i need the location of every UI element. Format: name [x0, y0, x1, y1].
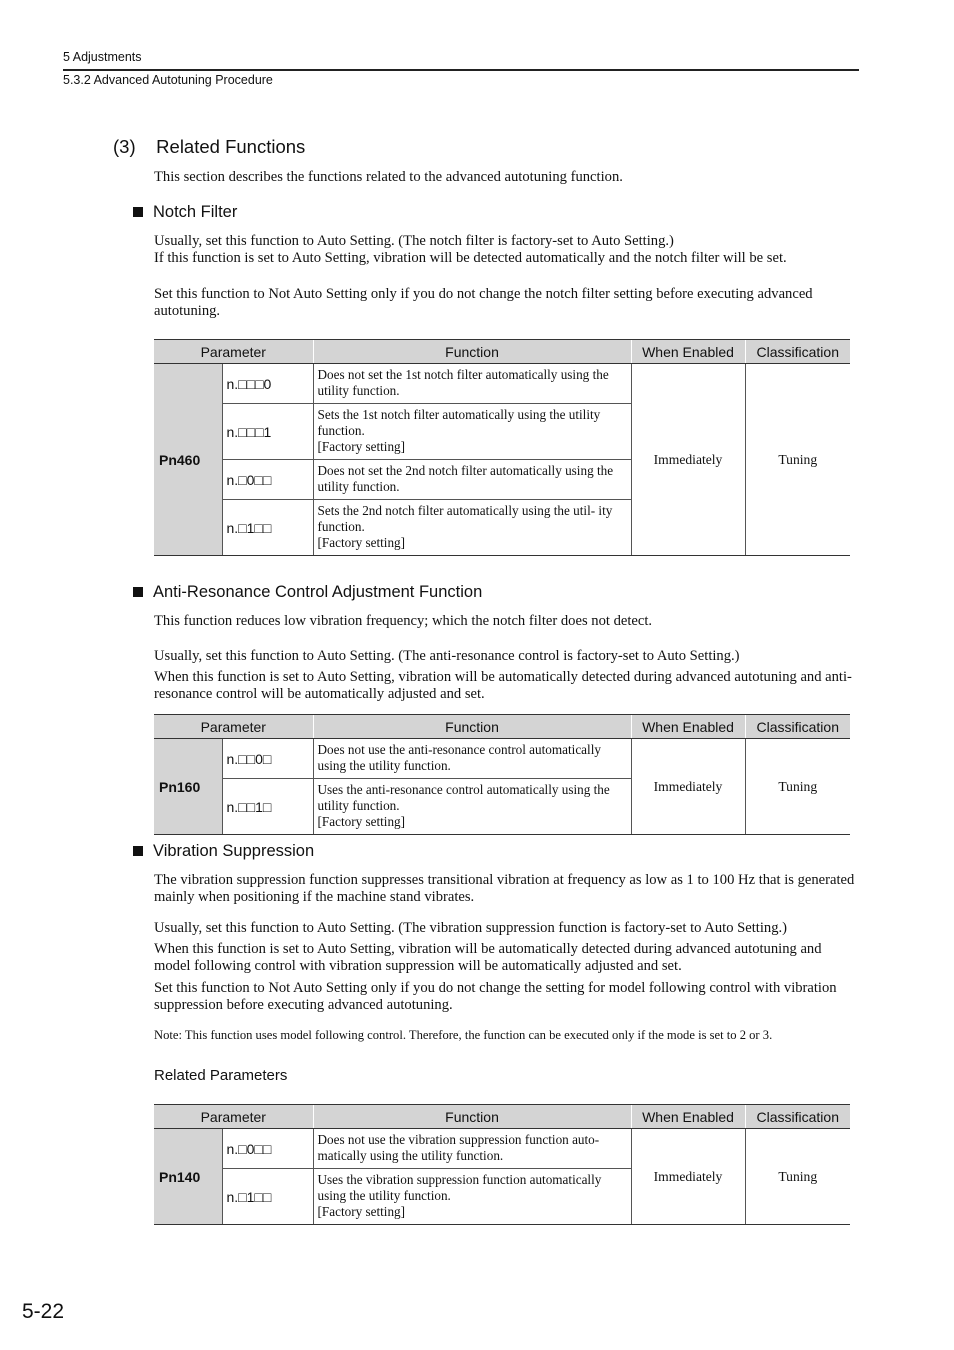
param-value: n.□□□1 — [222, 404, 313, 460]
vibsup-param-table — [154, 1104, 850, 1225]
param-function: Sets the 1st notch filter automatically using the utility function. [Factory setting] — [313, 404, 631, 460]
classification: Tuning — [745, 1129, 850, 1225]
table-header-row — [154, 715, 850, 739]
param-number: Pn140 — [154, 1129, 222, 1225]
param-value: n.□□0□ — [222, 739, 313, 779]
classification: Tuning — [745, 739, 850, 835]
notch-param-table — [154, 339, 850, 556]
table-row — [154, 1129, 850, 1169]
related-params-label: Related Parameters — [154, 1067, 288, 1084]
col-when-enabled: When Enabled — [631, 715, 745, 739]
param-value: n.□1□□ — [222, 500, 313, 556]
when-enabled: Immediately — [631, 1129, 745, 1225]
header-section: 5.3.2 Advanced Autotuning Procedure — [63, 73, 273, 87]
bullet-square-icon — [133, 587, 143, 597]
bullet-square-icon — [133, 207, 143, 217]
col-parameter: Parameter — [154, 715, 313, 739]
table-row — [154, 739, 850, 779]
vibsup-para3: When this function is set to Auto Setting, vibration will be automatically detected during advanced autotuning and model following control with vibration suppression will be automatically adjusted and set. — [154, 941, 822, 974]
param-value: n.□0□□ — [222, 460, 313, 500]
param-value: n.□0□□ — [222, 1129, 313, 1169]
when-enabled: Immediately — [631, 739, 745, 835]
table-header-row — [154, 340, 850, 364]
antires-heading: Anti-Resonance Control Adjustment Function — [133, 583, 482, 602]
col-when-enabled: When Enabled — [631, 1105, 745, 1129]
when-enabled: Immediately — [631, 364, 745, 556]
param-function: Sets the 2nd notch filter automatically using the util- ity function. [Factory setting] — [313, 500, 631, 556]
antires-param-table — [154, 714, 850, 835]
section-title: (3) Related Functions — [113, 136, 306, 157]
table-header-row — [154, 1105, 850, 1129]
table-row — [154, 364, 850, 404]
page-number: 5-22 — [22, 1300, 65, 1323]
param-number: Pn460 — [154, 364, 222, 556]
col-classification: Classification — [745, 715, 850, 739]
col-classification: Classification — [745, 1105, 850, 1129]
col-function: Function — [313, 715, 631, 739]
header-rule — [63, 69, 859, 71]
param-function: Does not set the 2nd notch filter automatically using the utility function. — [313, 460, 631, 500]
param-function: Does not set the 1st notch filter automatically using the utility function. — [313, 364, 631, 404]
classification: Tuning — [745, 364, 850, 556]
col-function: Function — [313, 340, 631, 364]
antires-para3: When this function is set to Auto Setting, vibration will be automatically detected during advanced autotuning and anti-resonance control will be automatically adjusted and set. — [154, 669, 852, 702]
param-number: Pn160 — [154, 739, 222, 835]
antires-para1: This function reduces low vibration frequency; which the notch filter does not detect. — [154, 613, 653, 629]
notch-heading: Notch Filter — [133, 203, 237, 222]
param-value: n.□1□□ — [222, 1169, 313, 1225]
col-function: Function — [313, 1105, 631, 1129]
header-chapter: 5 Adjustments — [63, 50, 142, 64]
param-value: n.□□1□ — [222, 779, 313, 835]
intro-text: This section describes the functions related to the advanced autotuning function. — [154, 169, 623, 185]
vibsup-para4: Set this function to Not Auto Setting only if you do not change the setting for model following control with vibration suppression before executing advanced autotuning. — [154, 980, 837, 1013]
vibsup-para2: Usually, set this function to Auto Setting. (The vibration suppression function is factory-set to Auto Setting.) — [154, 920, 787, 936]
col-when-enabled: When Enabled — [631, 340, 745, 364]
notch-para2: Set this function to Not Auto Setting only if you do not change the notch filter setting before executing advanced autotuning. — [154, 286, 813, 319]
param-value: n.□□□0 — [222, 364, 313, 404]
param-function: Uses the anti-resonance control automatically using the utility function. [Factory setting] — [313, 779, 631, 835]
vibsup-note: Note: This function uses model following control. Therefore, the function can be executed only if the mode is set to 2 or 3. — [154, 1028, 773, 1042]
bullet-square-icon — [133, 846, 143, 856]
notch-para1: Usually, set this function to Auto Setting. (The notch filter is factory-set to Auto Setting.) If this function is set to Auto Setting, vibration will be detected automatically and the notch filter will be set. — [154, 233, 787, 266]
vibsup-para1: The vibration suppression function suppresses transitional vibration at frequency as low as 1 to 100 Hz that is generated mainly when positioning if the machine stand vibrates. — [154, 872, 855, 905]
vibsup-heading: Vibration Suppression — [133, 842, 314, 861]
antires-para2: Usually, set this function to Auto Setting. (The anti-resonance control is factory-set to Auto Setting.) — [154, 648, 740, 664]
param-function: Uses the vibration suppression function automatically using the utility function. [Factory setting] — [313, 1169, 631, 1225]
param-function: Does not use the vibration suppression function auto- matically using the utility function. — [313, 1129, 631, 1169]
param-function: Does not use the anti-resonance control automatically using the utility function. — [313, 739, 631, 779]
col-parameter: Parameter — [154, 1105, 313, 1129]
col-parameter: Parameter — [154, 340, 313, 364]
col-classification: Classification — [745, 340, 850, 364]
